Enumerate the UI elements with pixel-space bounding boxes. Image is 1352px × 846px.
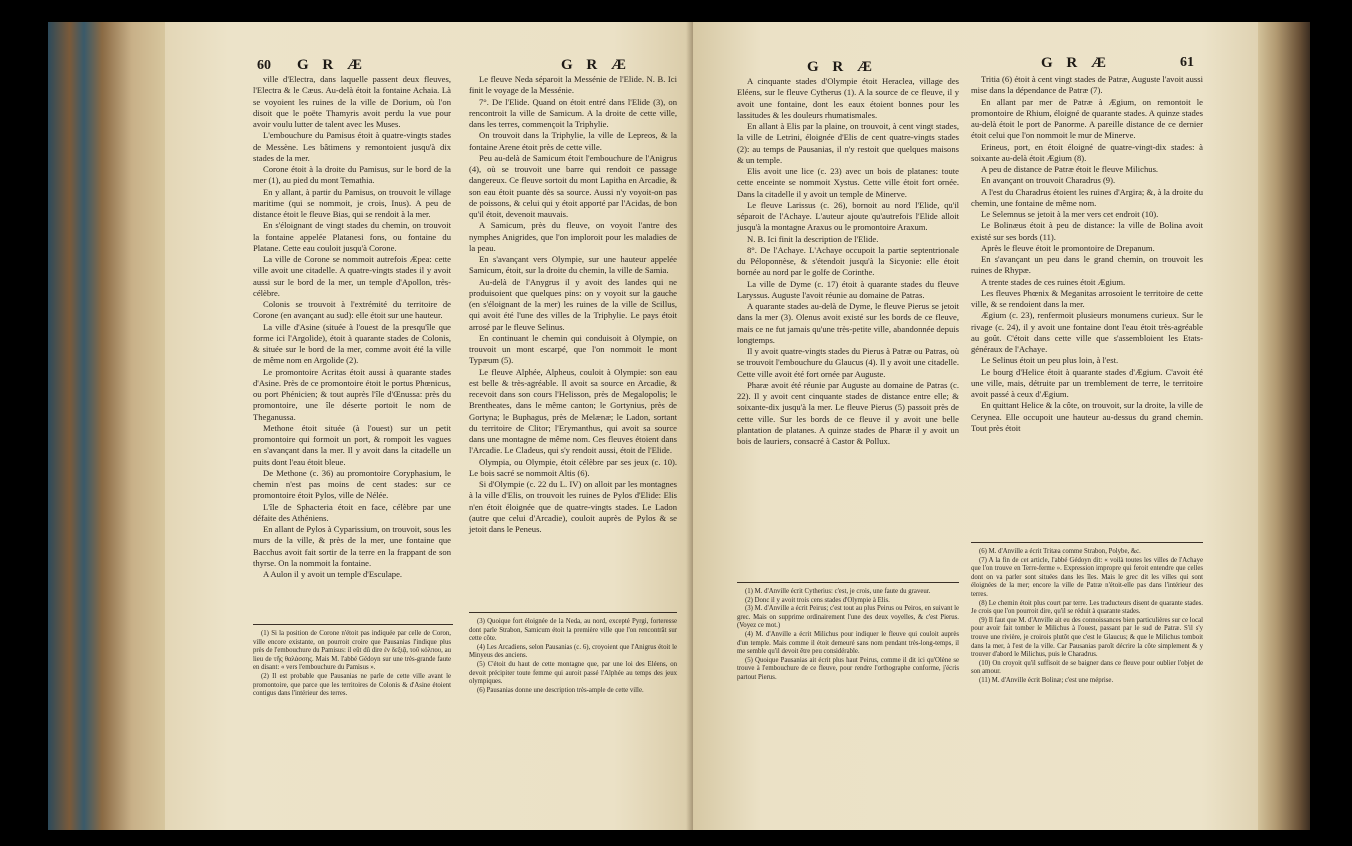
paragraph: On trouvoit dans la Triphylie, la ville de Lepreos, & la fontaine Arene étoit près de cette ville. (469, 130, 677, 152)
footnote-rule (737, 582, 959, 583)
paragraph: La ville d'Asine (située à l'ouest de la presqu'île que forme ici l'Argolide), étoit à quarante stades de Colonis, & située sur le bord de la mer, comme avoit été la ville de même nom en Argolide (2). (253, 321, 451, 366)
paragraph: A Samicum, près du fleuve, on voyoit l'antre des nymphes Anigrides, que l'on imploroit pour les maladies de la peau. (469, 220, 677, 253)
footnote: (5) Quoique Pausanias ait écrit plus haut Peirus, comme il dit ici qu'Olène se trouve à l'embouchure de ce fleuve, pour rendre l'orthographe conforme, j'écris partout Pierus. (737, 656, 959, 681)
paragraph: Le fleuve Alphée, Alpheus, couloit à Olympie: son eau est belle & très-agréable. Il avoit sa source en Arcadie, & recevoit dans son cours l'Helisson, près de Megalopolis; le Brentheates, dans le même canton; le Gortynius, près de Gortyna; le Buphagus, près de Melænæ; le Ladon, sortant du territoire de Clitor; l'Erymanthus, qui avoit sa source dans une montagne de même nom. Ces fleuves étoient dans l'Arcadie. Le Cladeus, qui s'y rendoit aussi, étoit de l'Elide. (469, 366, 677, 456)
footnote: (3) M. d'Anville a écrit Peirus; c'est tout au plus Peirus ou Peiros, en suivant le grec. Mais on supprime ordinairement l'une des deux voyelles, & c'est Pierus. (Voyez ce mot.) (737, 605, 959, 630)
running-head: G R Æ (807, 59, 877, 75)
paragraph: N. B. Ici finit la description de l'Elide. (747, 233, 879, 244)
paragraph: Le Bolinæus étoit à peu de distance: la ville de Bolina avoit existé sur ses bords (11). (971, 220, 1203, 242)
page-number: 61 (1180, 55, 1194, 70)
footnote: (11) M. d'Anville écrit Bolinæ; c'est une méprise. (979, 676, 1114, 684)
paragraph: Corone étoit à la droite du Pamisus, sur le bord de la mer (1), au pied du mont Temathia. (253, 164, 451, 186)
paragraph: A quarante stades au-delà de Dyme, le fleuve Pierus se jetoit dans la mer (3). Olenus avoit existé sur les bords de ce fleuve, mais ce ne fut jamais qu'une très-petite ville, abandonnée depuis longtemps. (737, 301, 959, 345)
paragraph: Le bourg d'Helice étoit à quarante stades d'Ægium. C'avoit été une ville, mais, détruite par un tremblement de terre, le territoire avoit passé à ceux d'Ægium. (971, 366, 1203, 399)
paragraph: En allant à Elis par la plaine, on trouvoit, à cent vingt stades, la ville de Letrini, éloignée d'Elis de cent quatre-vingts stades (2): au temps de Pausanias, il n'y restoit que quelques maisons & un temple. (737, 121, 959, 165)
text-column-2 (469, 74, 677, 604)
paragraph: En s'éloignant de vingt stades du chemin, on trouvoit la fontaine appelée Platanesi fons, ou fontaine du Platane. Cette eau couloit jusqu'à Corone. (253, 220, 451, 253)
footnote: (8) Le chemin étoit plus court par terre. Les traducteurs disent de quarante stades. Je crois que l'on pourroit dire, qu'il se réduit à quarante stades. (971, 599, 1203, 616)
paragraph: A trente stades de ces ruines étoit Ægium. (981, 276, 1126, 287)
paragraph: Ægium (c. 23), renfermoit plusieurs monumens curieux. Sur le rivage (c. 24), il y avoit une fontaine dont l'eau étoit très-agréable au goût. C'étoit dans cette ville que s'assembloient les Etats-généraux de l'Achaye. (971, 310, 1203, 354)
book-fore-edge-left (48, 22, 168, 830)
footnote: (6) M. d'Anville a écrit Tritæa comme Strabon, Polybe, &c. (979, 548, 1141, 555)
paragraph: Methone étoit située (à l'ouest) sur un petit promontoire qui formoit un port, & rompoit les vagues en s'avançant dans la mer. Il y avoit dans la citadelle un puits dont l'eau étoit bleue. (253, 422, 451, 467)
paragraph: Le Selinus étoit un peu plus loin, à l'est. (981, 355, 1119, 366)
paragraph: Olympia, ou Olympie, étoit célèbre par ses jeux (c. 10). Le bois sacré se nommoit Altis (6). (469, 456, 677, 478)
footnote: (4) M. d'Anville a écrit Milichus pour indiquer le fleuve qui couloit auprès d'un temple. Mais comme il étoit demeuré sans nom pendant très-long-temps, il me semble qu'il devoit être peu considérable. (737, 630, 959, 656)
paragraph: Au-delà de l'Anygrus il y avoit des landes qui ne produisoient que quelques pins: on y voyoit sur la gauche (en s'éloignant de la mer) les ruines de la ville de Scillus, qui avoit été l'une des villes de la Triphylie. Le pays étoit arrosé par le fleuve Selinus. (469, 276, 677, 332)
footnote-rule (253, 624, 453, 625)
paragraph: La ville de Corone se nommoit autrefois Æpea: cette ville avoit une citadelle. A quatre-vingts stades il y avoit aussi sur le bord de la mer, un temple d'Apollon, très-célèbre. (253, 254, 451, 298)
paragraph: En quittant Helice & la côte, on trouvoit, sur la droite, la ville de Cerynea. Elle occupoit une hauteur au-dessus du grand chemin. Tout près étoit (971, 400, 1203, 433)
paragraph: 8°. De l'Achaye. L'Achaye occupoit la partie septentrionale du Péloponnèse, & s'étendoit jusqu'à la Sicyonie: elle étoit bornée au nord par le golfe de Corinthe. (737, 244, 959, 278)
paragraph: L'île de Sphacteria étoit en face, célèbre par une défaite des Athéniens. (253, 501, 451, 523)
paragraph: A cinquante stades d'Olympie étoit Heraclea, village des Eléens, sur le fleuve Cytherus (1). A la source de ce fleuve, il y avoit une fontaine, dont les eaux étoient bonnes pour les lassitudes & les douleurs rhumatismales. (737, 76, 959, 120)
paragraph: A peu de distance de Patræ étoit le fleuve Milichus. (981, 164, 1159, 174)
footnote-rule (469, 612, 677, 613)
paragraph: Pharæ avoit été réunie par Auguste au domaine de Patras (c. 22). Il y avoit cent cinquante stades de distance entre elle; & soixante-dix jusqu'à la mer. Le fleuve Pierus (5) passoit près de cette ville. Sur les bords de ce fleuve il y avoit une belle plantation de platanes. A quinze stades de Pharæ il y avoit un bois de lauriers, consacré à Castor & Pollux. (737, 379, 959, 446)
footnotes-column-1 (737, 588, 959, 808)
paragraph: Erineus, port, en étoit éloigné de quatre-vingt-dix stades: à soixante au-delà étoit Ægium (8). (971, 141, 1203, 163)
footnote: (5) C'étoit du haut de cette montagne que, par une loi des Eléens, on devoit précipiter toute femme qui auroit passé l'Alphée au temps des jeux olympiques. (469, 660, 677, 686)
footnotes-column-2 (469, 618, 677, 808)
paragraph: Colonis se trouvoit à l'extrémité du territoire de Corone (en avançant au sud): elle étoit sur une hauteur. (253, 299, 451, 321)
paragraph: Tritia (6) étoit à cent vingt stades de Patræ, Auguste l'avoit aussi mise dans la dépendance de Patræ (7). (971, 74, 1203, 96)
paragraph: En allant de Pylos à Cyparissium, on trouvoit, sous les murs de la ville, & près de la mer, une fontaine que Bacchus avoit fait sortir de la terre en la frappant de son thyrse. On la nommoit la fontaine. (253, 524, 451, 568)
text-column-1 (737, 76, 959, 574)
paragraph: De Methone (c. 36) au promontoire Coryphasium, le chemin n'est pas moins de cent stades: sur ce promontoire étoit Pylos, ville de Nélée. (253, 467, 451, 501)
paragraph: Peu au-delà de Samicum étoit l'embouchure de l'Anigrus (4), où se trouvoit une barre qui rendoit ce passage dangereux. Ce fleuve sortoit du mont Lapitha en Arcadie, & son eau étoit puante dès sa source. Aussi n'y voyoit-on pas de poissons, & celui qui y étoit apporté par l'Acidas, de bon qu'il étoit, devenoit mauvais. (469, 152, 677, 219)
footnote: (7) A la fin de cet article, l'abbé Gédoyn dit: « voilà toutes les villes de l'Achaye que l'on trouve en Terre-ferme ». Expression impropre qui feroit entendre que celles dont on va parler sont situées dans les îles. Mais le grec dit les villes qui sont éloignées de la mer; encore la ville de Patræ n'étoit-elle pas dans l'intérieur des terres. (971, 556, 1203, 598)
paragraph: Le fleuve Larissus (c. 26), bornoit au nord l'Elide, qu'il séparoit de l'Achaye. L'auteur ajoute qu'autrefois l'Elide alloit jusqu'à la montagne Araxus ou le promontoire Araxum. (737, 199, 959, 233)
paragraph: A Aulon il y avoit un temple d'Esculape. (263, 569, 403, 579)
left-page (165, 22, 693, 830)
running-head: G R Æ (297, 57, 367, 73)
footnote: (1) M. d'Anville écrit Cytherius: c'est, je crois, une faute du graveur. (745, 588, 931, 595)
paragraph: Après le fleuve étoit le promontoire de Drepanum. (981, 242, 1155, 253)
paragraph: Si d'Olympie (c. 22 du L. IV) on alloit par les montagnes à la ville d'Elis, on trouvoit les ruines de Pylos d'Elide: Elis n'en étoit éloignée que de quatre-vingts stades. Le Ladon (autre que celui d'Arcadie), couloit auprès de Pylos & se jetoit dans le Peneus. (469, 479, 677, 534)
paragraph: En s'avançant vers Olympie, sur une hauteur appelée Samicum, étoit, sur la droite du chemin, la ville de Samia. (469, 254, 677, 276)
footnote: (9) Il faut que M. d'Anville ait eu des connoissances bien particulières sur ce local pour avoir fait tomber le Milichus à l'ouest, passant par le sud de Patræ. S'il s'y trouve une rivière, je croirois plutôt que c'est le Glaucus; & que le Milichus tomboit dans la mer, à l'est de la ville. Car Pausanias paroît décrire la côte simplement & y trouver d'abord le Milichus, puis le Charadrus. (971, 616, 1203, 659)
right-page (693, 22, 1258, 830)
footnotes-column-2 (971, 548, 1203, 808)
footnote: (2) Il est probable que Pausanias ne parle de cette ville avant le promontoire, que parce que les territoires de Colonis & d'Asine étoient contigus dans l'intérieur des terres. (253, 672, 451, 698)
paragraph: Il y avoit quatre-vingts stades du Pierus à Patræ ou Patras, où se trouvoit l'embouchure du Glaucus (4). Il y avoit une citadelle. Cette ville avoit été fort ornée par Auguste. (737, 346, 959, 379)
footnote: (1) Si la position de Corone n'étoit pas indiquée par celle de Coron, ville encore existante, on pourroit croire que Pausanias l'indique plus près de l'embouchure du Pamisus: il eût dû dire ἐν δεξιᾷ, τοῦ κόλπου, au lieu de τῆς θαλάσσης. Mais M. l'abbé Gédoyn sur une très-grande faute en disant: « vers l'embouchure du Pamisus ». (253, 630, 451, 672)
running-head-right: G R Æ (1041, 55, 1111, 71)
paragraph: En allant par mer de Patræ à Ægium, on remontoit le promontoire de Rhium, éloigné de quarante stades. A quinze stades au-delà étoit le port de Panorme. A pareille distance de ce dernier étoit celui que l'on nommoit le mur de Minerve. (971, 96, 1203, 141)
footnote: (6) Pausanias donne une description très-ample de cette ville. (477, 686, 644, 694)
footnotes-column-1 (253, 630, 451, 808)
paragraph: En y allant, à partir du Pamisus, on trouvoit le village maritime (qui se nommoit, je crois, Inus). A peu de distance étoit le fleuve Bias, qui se rendoit à la mer. (253, 186, 451, 219)
footnote: (2) Donc il y avoit trois cens stades d'Olympie à Elis. (745, 596, 890, 604)
paragraph: Les fleuves Phœnix & Meganitas arrosoient le territoire de cette ville, & se rendoient dans la mer. (971, 287, 1203, 309)
paragraph: 7°. De l'Elide. Quand on étoit entré dans l'Elide (3), on rencontroit la ville de Samicum. A la droite de cette ville, dans les terres, commençoit la Triphylie. (469, 96, 677, 129)
paragraph: Le promontoire Acritas étoit aussi à quarante stades d'Asine. Près de ce promontoire étoit le portus Phœnicus, ou port Phénicien; & tout auprès l'île d'Œnussa: près du promontoire, une île déserte portoit le nom de Theganussa. (253, 366, 451, 422)
paragraph: L'embouchure du Pamisus étoit à quatre-vingts stades de Messène. Les bâtimens y remontoient jusqu'à dix stades de la mer. (253, 130, 451, 163)
book-fore-edge-right (1255, 22, 1310, 830)
paragraph: ville d'Electra, dans laquelle passent deux fleuves, l'Electra & le Cæus. Au-delà étoit la fontaine Achaia. Là se voyoient les ruines de la ville de Dorium, où l'on disoit que le poëte Thamyris avoit perdu la vue pour avoir voulu lutter de talent avec les Muses. (253, 74, 451, 129)
text-column-1 (253, 74, 451, 619)
paragraph: En s'avançant un peu dans le grand chemin, on trouvoit les ruines de Rhypæ. (971, 254, 1203, 276)
paragraph: En avançant on trouvoit Charadrus (9). (981, 175, 1116, 186)
text-column-2 (971, 74, 1203, 536)
footnote: (10) On croyoit qu'il suffisoit de se baigner dans ce fleuve pour oublier l'objet de son amour. (971, 659, 1203, 676)
paragraph: Elis avoit une lice (c. 23) avec un bois de platanes: toute cette enceinte se nommoit Xystus. Cette ville étoit fort ornée. Dans la citadelle il y avoit un temple de Minerve. (737, 166, 959, 199)
paragraph: A l'est du Charadrus étoient les ruines d'Argira; &, à la droite du chemin, une fontaine de même nom. (971, 186, 1203, 208)
paragraph: En continuant le chemin qui conduisoit à Olympie, on trouvoit un mont escarpé, que l'on nommoit le mont Typæum (5). (469, 332, 677, 366)
paragraph: La ville de Dyme (c. 17) étoit à quarante stades du fleuve Laryssus. Auguste l'avoit réunie au domaine de Patras. (737, 278, 959, 300)
page-number: 60 (257, 58, 271, 73)
footnote-rule (971, 542, 1203, 543)
paragraph: Le Selemnus se jetoit à la mer vers cet endroit (10). (981, 209, 1159, 219)
paragraph: Le fleuve Neda séparoit la Messénie de l'Elide. N. B. Ici finit le voyage de la Messénie. (469, 74, 677, 96)
footnote: (3) Quoique fort éloignée de la Neda, au nord, excepté Pyrgi, forteresse dont parle Strabon, Samicum étoit la première ville que l'on rencontrât sur cette côte. (469, 618, 677, 643)
footnote: (4) Les Arcadiens, selon Pausanias (c. 6), croyoient que l'Anigrus étoit le Minyeus des anciens. (469, 643, 677, 660)
running-head-right: G R Æ (561, 57, 631, 73)
